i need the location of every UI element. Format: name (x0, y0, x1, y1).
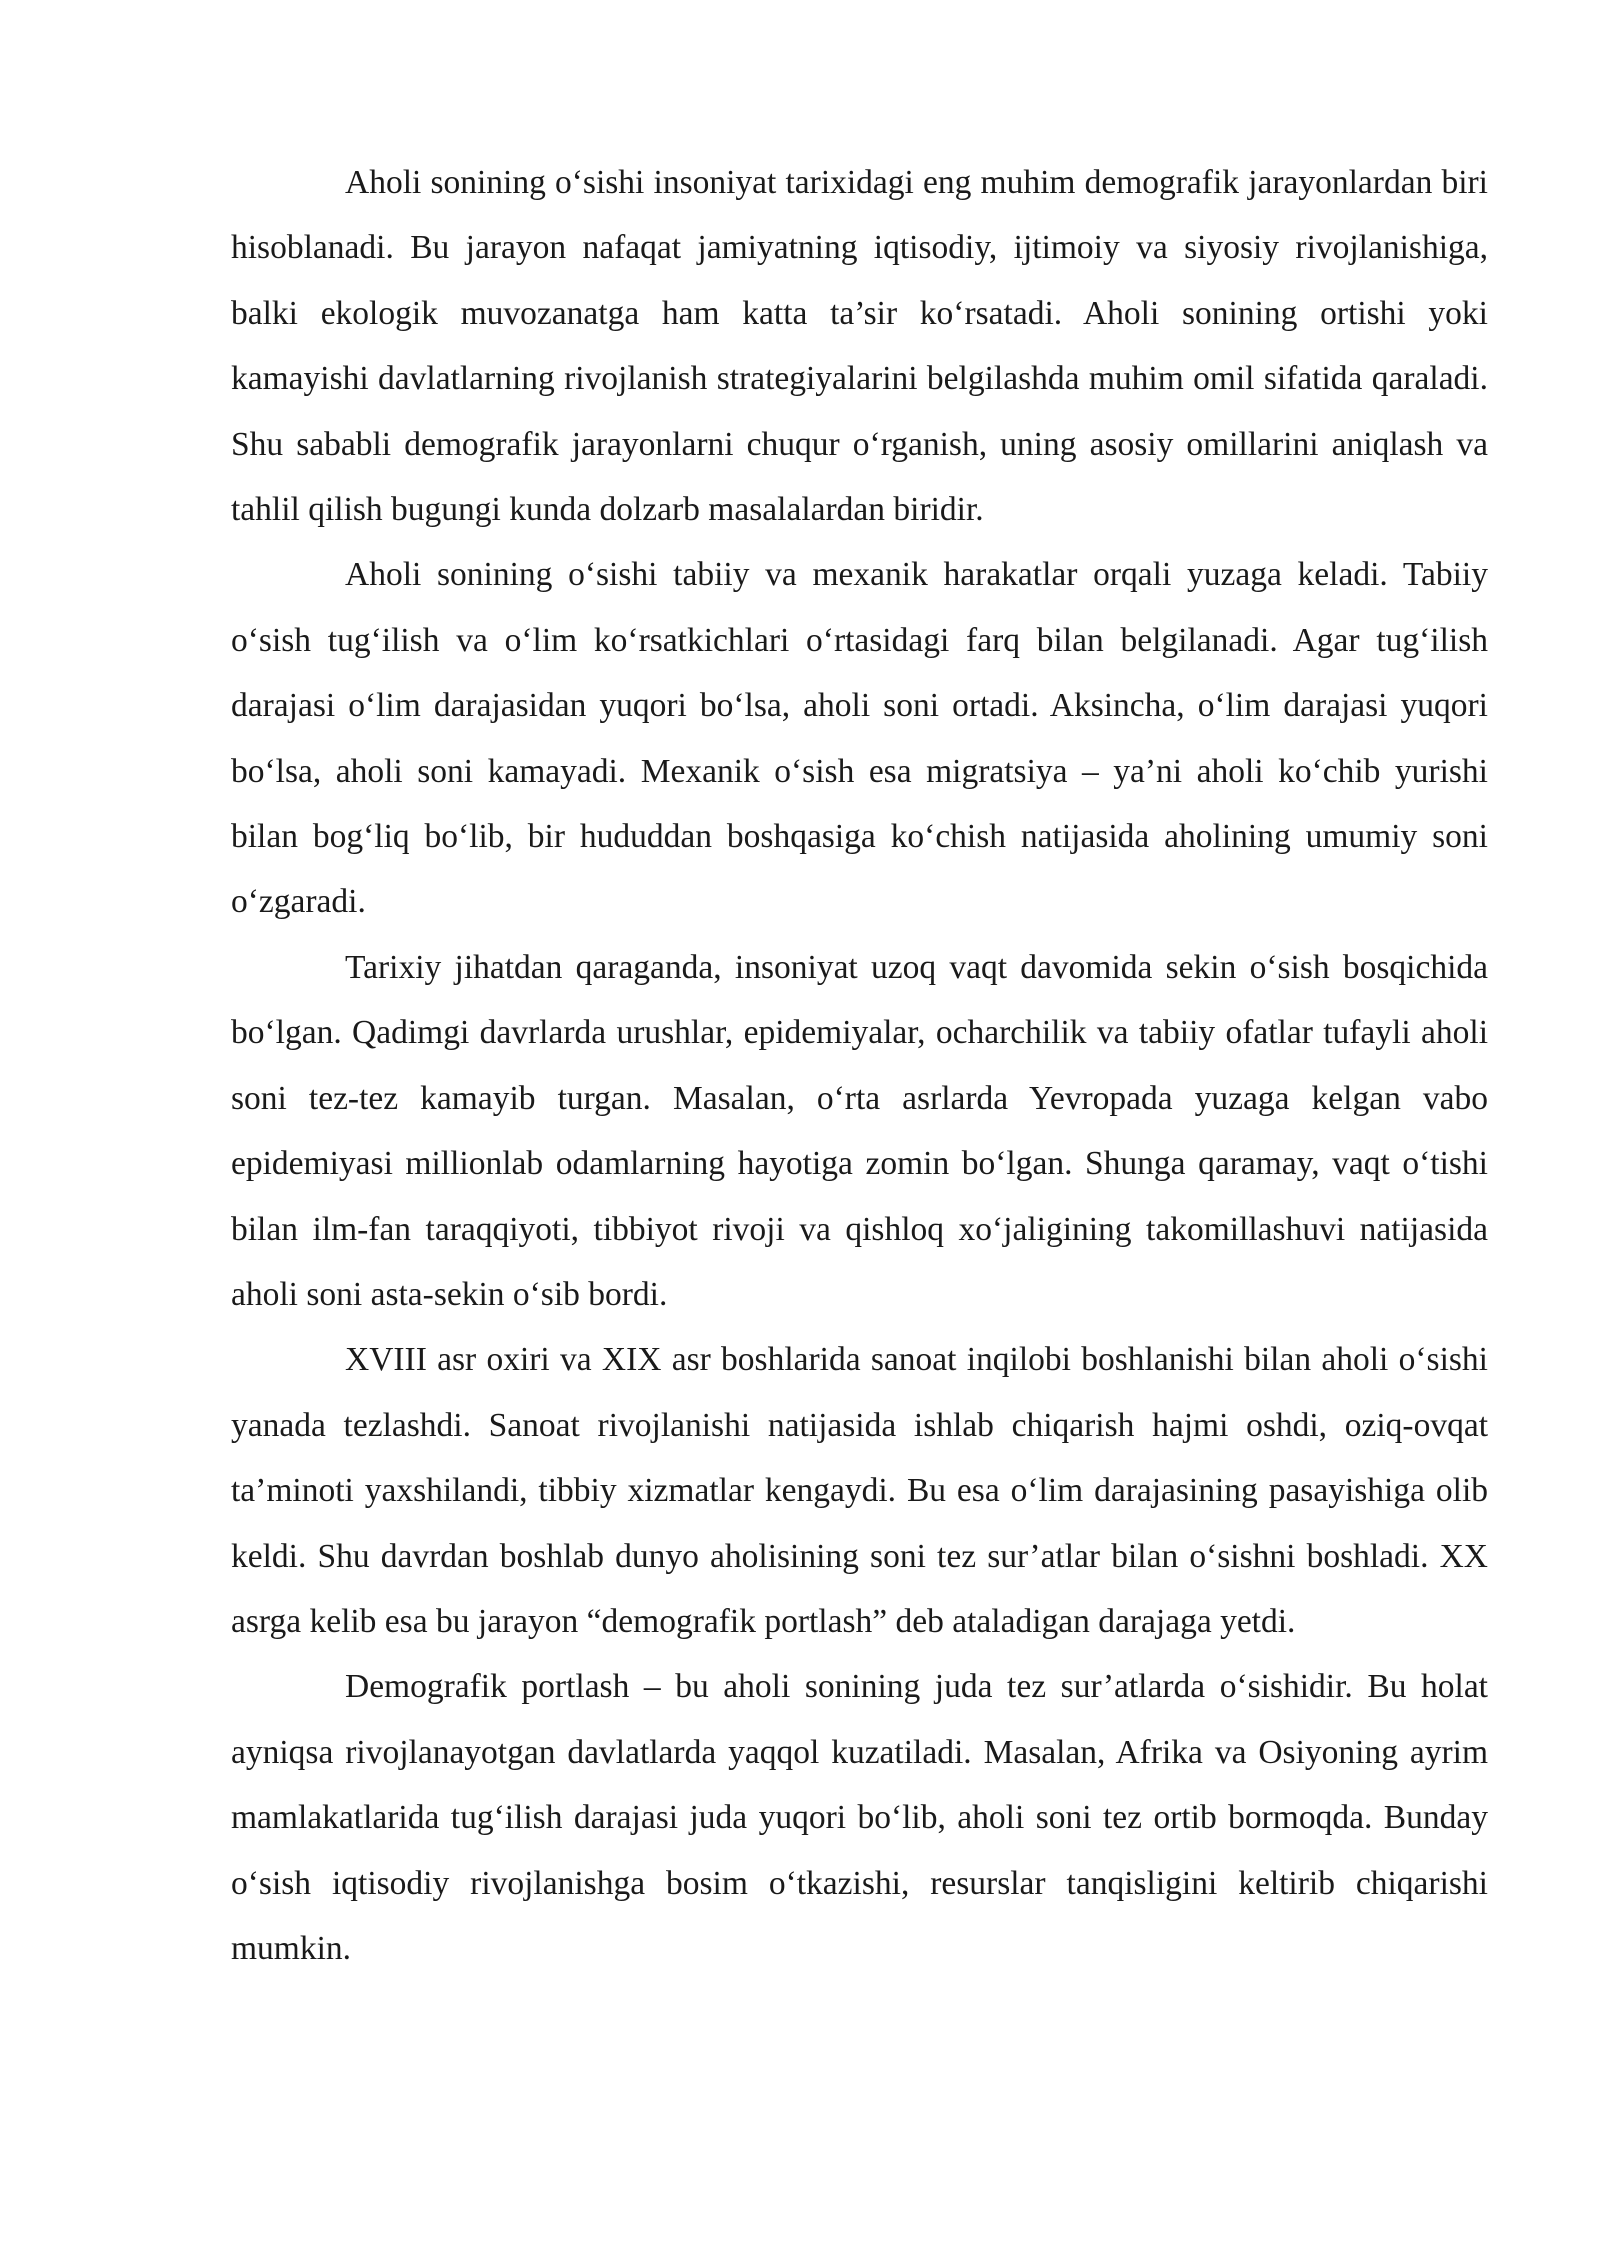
paragraph-1: Aholi sonining o‘sishi insoniyat tarixidagi eng muhim demografik jarayonlardan biri hisoblanadi. Bu jarayon nafaqat jamiyatning iqtisodiy, ijtimoiy va siyosiy rivojlanishiga, balki ekologik muvozanatga ham katta ta’sir ko‘rsatadi. Aholi sonining ortishi yoki kamayishi davlatlarning rivojlanish strategiyalarini belgilashda muhim omil sifatida qaraladi. Shu sababli demografik jarayonlarni chuqur o‘rganish, uning asosiy omillarini aniqlash va tahlil qilish bugungi kunda dolzarb masalalardan biridir. (231, 164, 1488, 529)
paragraph-5: Demografik portlash – bu aholi sonining juda tez sur’atlarda o‘sishidir. Bu holat ayniqsa rivojlanayotgan davlatlarda yaqqol kuzatiladi. Masalan, Afrika va Osiyoning ayrim mamlakatlarida tug‘ilish darajasi juda yuqori bo‘lib, aholi soni tez ortib bormoqda. Bunday o‘sish iqtisodiy rivojlanishga bosim o‘tkazishi, resurslar tanqisligini keltirib chiqarishi mumkin. (231, 1668, 1488, 1967)
paragraph-4: XVIII asr oxiri va XIX asr boshlarida sanoat inqilobi boshlanishi bilan aholi o‘sishi yanada tezlashdi. Sanoat rivojlanishi natijasida ishlab chiqarish hajmi oshdi, oziq-ovqat ta’minoti yaxshilandi, tibbiy xizmatlar kengaydi. Bu esa o‘lim darajasining pasayishiga olib keldi. Shu davrdan boshlab dunyo aholisining soni tez sur’atlar bilan o‘sishni boshladi. XX asrga kelib esa bu jarayon “demografik portlash” deb ataladigan darajaga yetdi. (231, 1341, 1488, 1640)
paragraph-2: Aholi sonining o‘sishi tabiiy va mexanik harakatlar orqali yuzaga keladi. Tabiiy o‘sish tug‘ilish va o‘lim ko‘rsatkichlari o‘rtasidagi farq bilan belgilanadi. Agar tug‘ilish darajasi o‘lim darajasidan yuqori bo‘lsa, aholi soni ortadi. Aksincha, o‘lim darajasi yuqori bo‘lsa, aholi soni kamayadi. Mexanik o‘sish esa migratsiya – ya’ni aholi ko‘chib yurishi bilan bog‘liq bo‘lib, bir hududdan boshqasiga ko‘chish natijasida aholining umumiy soni o‘zgaradi. (231, 556, 1488, 921)
paragraph-3: Tarixiy jihatdan qaraganda, insoniyat uzoq vaqt davomida sekin o‘sish bosqichida bo‘lgan. Qadimgi davrlarda urushlar, epidemiyalar, ocharchilik va tabiiy ofatlar tufayli aholi soni tez-tez kamayib turgan. Masalan, o‘rta asrlarda Yevropada yuzaga kelgan vabo epidemiyasi millionlab odamlarning hayotiga zomin bo‘lgan. Shunga qaramay, vaqt o‘tishi bilan ilm-fan taraqqiyoti, tibbiyot rivoji va qishloq xo‘jaligining takomillashuvi natijasida aholi soni asta-sekin o‘sib bordi. (231, 948, 1488, 1313)
document-body (231, 150, 1488, 1981)
